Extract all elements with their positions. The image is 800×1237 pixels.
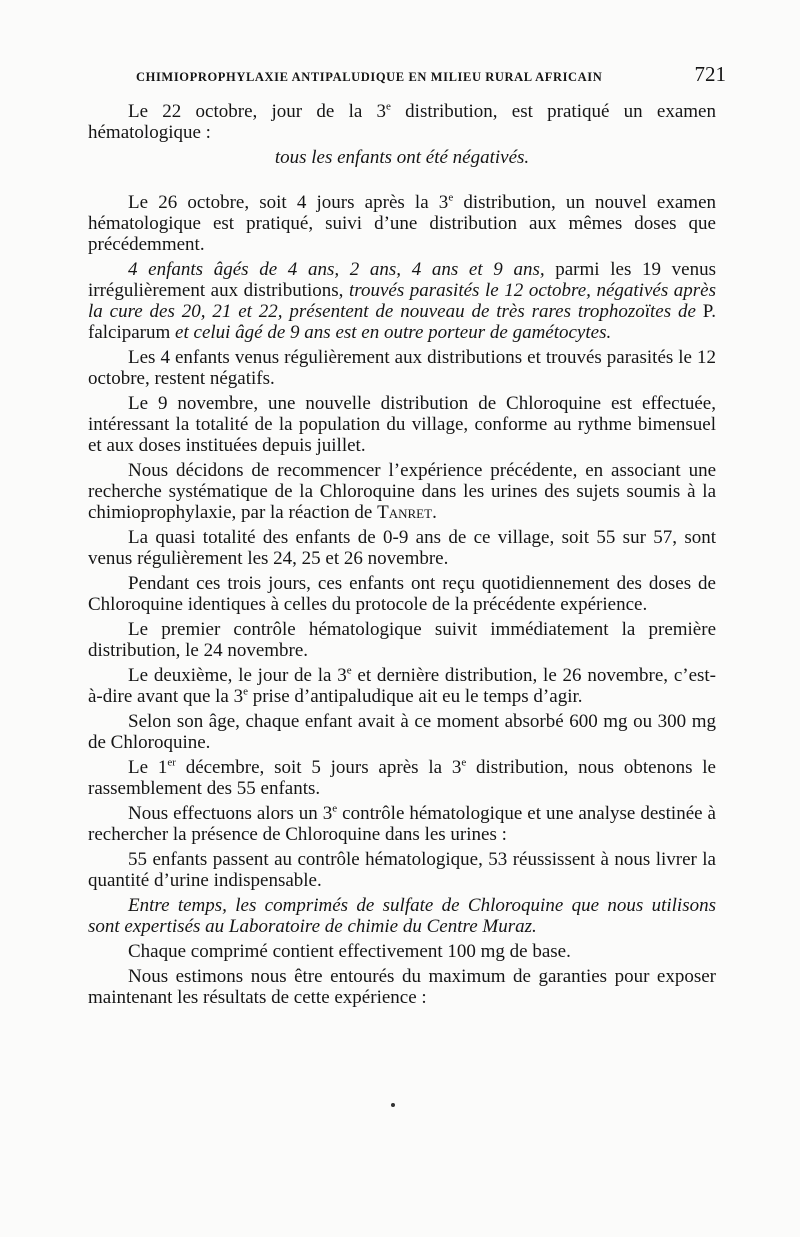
print-speck [391, 1103, 395, 1107]
italic-run: et celui âgé de 9 ans est en outre porteur de gamétocytes. [175, 322, 612, 343]
superscript: e [243, 685, 248, 698]
text-run: et dernière distribution, le 26 novembre, c’est-à-dire avant que la 3 [88, 665, 717, 707]
text-run: Nous effectuons alors un 3 [128, 803, 333, 824]
paragraph: Nous estimons nous être entourés du maximum de garanties pour exposer maintenant les résultats de cette expérience : [88, 966, 716, 1008]
text-run: prise d’antipaludique ait eu le temps d’agir. [247, 686, 583, 707]
running-head: CHIMIOPROPHYLAXIE ANTIPALUDIQUE EN MILIEU RURAL AFRICAIN [136, 70, 603, 84]
text-run: distribution, un nouvel examen hématologique est pratiqué, suivi d’une distribution aux mêmes doses que précédemment. [88, 192, 717, 255]
text-run: . [432, 502, 437, 523]
paragraph: Le 9 novembre, une nouvelle distribution de Chloroquine est effectuée, intéressant la totalité de la population du village, conforme au rythme bimensuel et aux doses instituées depuis juillet. [88, 393, 716, 456]
text-run: distribution, est pratiqué un examen hématologique : [88, 101, 716, 143]
text-run: décembre, soit 5 jours après la 3 [175, 757, 462, 778]
text-run: parmi les 19 venus irrégulièrement aux distributions, [88, 259, 716, 301]
result-statement: tous les enfants ont été négativés. [274, 147, 530, 168]
superscript: e [448, 191, 454, 204]
page-header [136, 62, 726, 92]
author-name: Tanret [377, 502, 433, 523]
paragraph [88, 803, 716, 845]
text-run: contrôle hématologique et une analyse destinée à rechercher la présence de Chloroquine dans les urines : [88, 803, 716, 845]
text-run: distribution, nous obtenons le rassemblement des 55 enfants. [88, 757, 716, 799]
superscript: e [332, 802, 338, 815]
paragraph [88, 192, 716, 255]
paragraph: Chaque comprimé contient effectivement 100 mg de base. [128, 941, 571, 962]
paragraph: Selon son âge, chaque enfant avait à ce moment absorbé 600 mg ou 300 mg de Chloroquine. [88, 711, 716, 753]
superscript: e [386, 100, 391, 113]
paragraph [88, 259, 716, 343]
text-run: Le 22 octobre, jour de la 3 [128, 101, 387, 122]
paragraph: La quasi totalité des enfants de 0-9 ans de ce village, soit 55 sur 57, sont venus régulièrement les 24, 25 et 26 novembre. [88, 527, 716, 569]
text-run: Le 1 [128, 757, 168, 778]
text-run: Nous décidons de recommencer l’expérience précédente, en associant une recherche systématique de la Chloroquine dans les urines des sujets soumis à la chimioprophylaxie, par la réaction de [88, 460, 716, 523]
italic-run: 4 enfants âgés de 4 ans, 2 ans, 4 ans et 9 ans, [128, 259, 545, 280]
text-run: Le deuxième, le jour de la 3 [128, 665, 347, 686]
italic-run: trouvés parasités le 12 octobre, négativés après la cure des 20, 21 et 22, présentent de nouveau de très rares trophozoïtes de [88, 280, 716, 322]
text-run: P. falciparum [88, 301, 716, 343]
spacer [88, 172, 716, 192]
paragraph: Pendant ces trois jours, ces enfants ont reçu quotidiennement des doses de Chloroquine identiques à celles du protocole de la précédente expérience. [88, 573, 716, 615]
body-text [88, 101, 716, 1012]
superscript: er [167, 756, 176, 769]
page-number: 721 [694, 62, 726, 86]
paragraph: Le premier contrôle hématologique suivit immédiatement la première distribution, le 24 novembre. [88, 619, 716, 661]
text-run: Le 26 octobre, soit 4 jours après la 3 [128, 192, 449, 213]
superscript: e [346, 664, 352, 677]
paragraph: Entre temps, les comprimés de sulfate de Chloroquine que nous utilisons sont expertisés au Laboratoire de chimie du Centre Muraz. [88, 895, 716, 937]
paragraph: Les 4 enfants venus régulièrement aux distributions et trouvés parasités le 12 octobre, restent négatifs. [88, 347, 716, 389]
paragraph [88, 460, 716, 523]
paragraph [88, 757, 716, 799]
paragraph: 55 enfants passent au contrôle hématologique, 53 réussissent à nous livrer la quantité d’urine indispensable. [88, 849, 716, 891]
paragraph [88, 101, 716, 143]
superscript: e [461, 756, 467, 769]
paragraph [88, 665, 716, 707]
